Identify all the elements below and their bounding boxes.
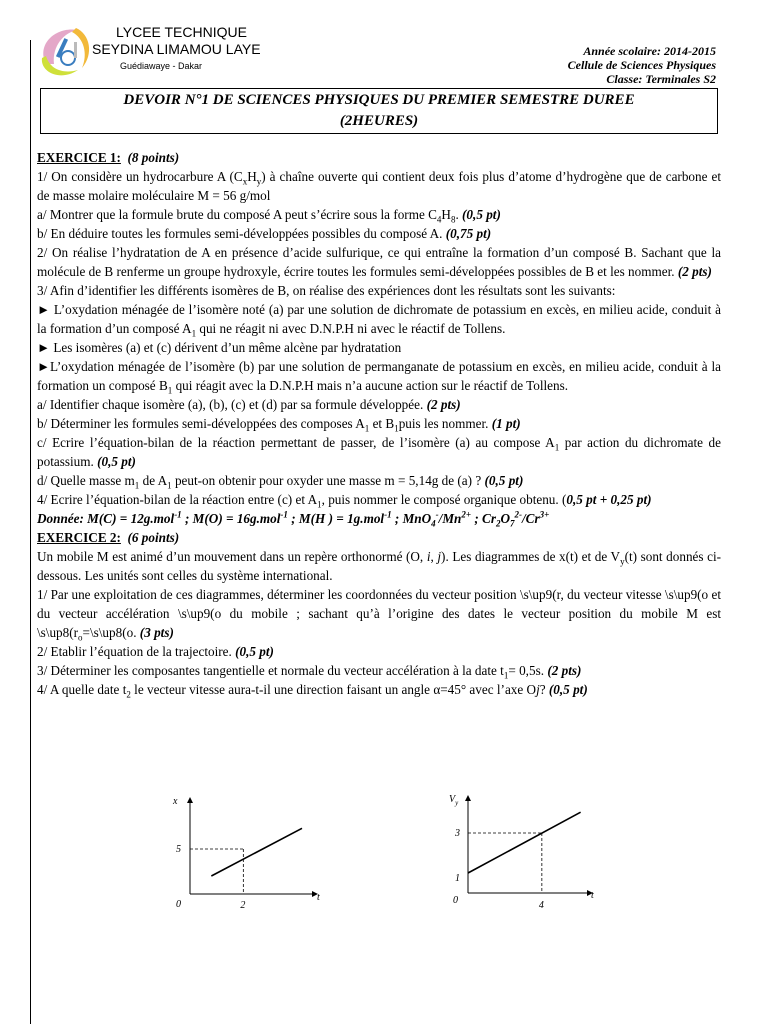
graph-x-t xyxy=(170,790,330,920)
school-line2: SEYDINA LIMAMOU LAYE xyxy=(92,41,261,57)
ex1-q2: 2/ On réalise l’hydratation de A en présence d’acide sulfurique, ce qui entraîne la formation d’un composé B. Sachant que la molécule de B renferme un groupe hydroxyle, écrire toutes les formules semi-développées possibles de B et les nommer. (2 pts) xyxy=(37,245,721,279)
graph-x-t-svg xyxy=(170,790,330,915)
exercise2-heading: EXERCICE 2: (6 points) xyxy=(37,530,180,545)
ex2-q3: 3/ Déterminer les composantes tangentielle et normale du vecteur accélération à la date $t_1= 0,5s$. (2 pts) xyxy=(37,663,582,681)
graph2-y-label: $V_y$ xyxy=(449,794,459,807)
graph1-x-label: t xyxy=(317,892,320,903)
school-location: Guédiawaye - Dakar xyxy=(120,61,203,71)
ex2-q1: 1/ Par une exploitation de ces diagrammes, déterminer les coordonnées du vecteur position \s\up9(r, du vecteur vitesse \s\up9(o et du vecteur accélération \s\up9(o du mobile ; sachant qu’à l’origine des dates le vecteur position du mobile M est $\backslash s\backslash up8(r_o=\backslash s\backslash up8(o$. (3 pts) xyxy=(37,587,721,643)
ex1-q3: 3/ Afin d’identifier les différents isomères de B, on réalise des expériences dont les résultats sont les suivants: xyxy=(37,283,616,298)
graph1-origin: 0 xyxy=(176,899,181,910)
graph1-x-tick: 2 xyxy=(240,900,246,911)
graph2-y-tick-3: 3 xyxy=(455,828,460,839)
exam-meta xyxy=(568,44,716,86)
ex1-bullet1: ► L’oxydation ménagée de l’isomère noté (a) par une solution de dichromate de potassium en excès, en milieu acide, conduit à la formation d’un composé $A_1$ qui ne réagit ni avec D.N.P.H ni avec le réactif de Tollens. xyxy=(37,302,721,339)
title-line2: (2HEURES) xyxy=(339,113,419,129)
ex2-q4: 4/ A quelle date $t_2$ le vecteur vitesse aura-t-il une direction faisant un angle α=45° avec l’axe Oj? (0,5 pt) xyxy=(37,682,588,700)
graph1-y-label: x xyxy=(173,796,178,807)
graph2-data-line xyxy=(468,812,581,873)
ex1-q3c: c/ Ecrire l’équation-bilan de la réaction permettant de passer, de l’isomère (a) au compose $A_1$ par action du dichromate de potassium. (0,5 pt) xyxy=(37,435,722,469)
school-year: Année scolaire: 2014-2015 xyxy=(583,44,716,58)
ex1-qa: a/ Montrer que la formule brute du composé A peut s’écrire sous la forme $C_4H_8$. (0,5 pt) xyxy=(37,207,501,225)
ex1-donnee: Donnée: M(C) = 12g.mol$^{-1}$ ; M(O) = 16g.mol$^{-1}$ ; M(H ) = 1g.mol$^{-1}$ ; $MnO_4^-/Mn^{2+}$ ; $Cr_2O_7^{2-}/Cr^{3+}$ xyxy=(37,509,550,529)
ex1-q1: 1/ On considère un hydrocarbure A $(C_xH_y)$ à chaîne ouverte qui contient deux fois plus d’atome d’hydrogène que de carbone et de masse molaire moléculaire M = 56 g/mol xyxy=(37,169,721,203)
graph2-x-label: t xyxy=(591,890,594,901)
ex1-bullet3: ►L’oxydation ménagée de l’isomère (b) par une solution de permanganate de potassium en excès, en milieu acide, conduit à la formation un composé $B_1$ qui réagit avec la D.N.P.H mais n’a aucune action sur le réactif de Tollens. xyxy=(37,359,721,396)
graph2-origin: 0 xyxy=(453,895,458,906)
graph-vy-t-svg xyxy=(445,790,605,915)
school-name xyxy=(92,24,261,71)
graph1-y-tick: 5 xyxy=(176,844,181,855)
exam-content xyxy=(37,148,721,699)
ex1-q4: 4/ Ecrire l’équation-bilan de la réaction entre (c) et $A_1$, puis nommer le composé organique obtenu. (0,5 pt + 0,25 pt) xyxy=(37,492,652,510)
ex1-bullet2: ► Les isomères (a) et (c) dérivent d’un même alcène par hydratation xyxy=(37,340,402,355)
class-name: Classe: Terminales S2 xyxy=(606,72,716,86)
ex2-q2: 2/ Etablir l’équation de la trajectoire. (0,5 pt) xyxy=(37,644,274,659)
graph2-x-tick: 4 xyxy=(538,900,544,911)
graph-vy-t xyxy=(445,790,605,920)
ex1-q3a: a/ Identifier chaque isomère (a), (b), (c) et (d) par sa formule développée. (2 pts) xyxy=(37,397,461,412)
graph2-y-tick-1: 1 xyxy=(455,873,460,884)
school-line1: LYCEE TECHNIQUE xyxy=(116,24,247,40)
ex1-q3d: d/ Quelle masse $m_1$ de $A_1$ peut-on obtenir pour oxyder une masse m = 5,14g de (a) ? (0,5 pt) xyxy=(37,473,524,491)
school-logo xyxy=(36,24,96,80)
ex2-intro: Un mobile M est animé d’un mouvement dans un repère orthonormé (O, i, j). Les diagrammes de x(t) et de $V_y(t)$ sont donnés ci-dessous. Les unités sont celles du système international. xyxy=(37,549,722,583)
ex1-q3b: b/ Déterminer les formules semi-développées des composes $A_1$ et $B_1puis$ les nommer. (1 pt) xyxy=(37,416,521,434)
exam-title xyxy=(40,88,718,134)
exercise1-heading: EXERCICE 1: (8 points) xyxy=(37,150,180,165)
graph1-data-line xyxy=(211,828,302,876)
department: Cellule de Sciences Physiques xyxy=(567,58,716,72)
margin-line xyxy=(30,40,31,1024)
title-line1: DEVOIR N°1 DE SCIENCES PHYSIQUES DU PREMIER SEMESTRE DUREE xyxy=(123,92,635,108)
ex1-qb: b/ En déduire toutes les formules semi-développées possibles du composé A. (0,75 pt) xyxy=(37,226,492,241)
